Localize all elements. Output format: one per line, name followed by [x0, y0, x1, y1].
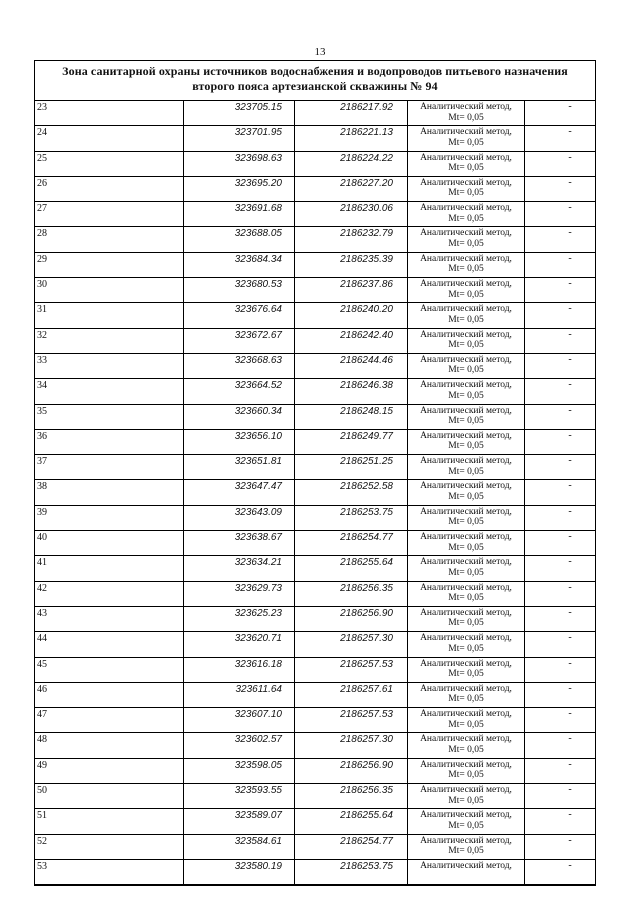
x-coordinate-cell: 323691.68 [184, 202, 295, 227]
x-coordinate-cell: 323651.81 [184, 455, 295, 480]
x-coordinate-cell: 323676.64 [184, 303, 295, 328]
x-coordinate-cell: 323625.23 [184, 606, 295, 631]
table-row [35, 353, 595, 378]
method-cell [408, 784, 525, 809]
description-cell [525, 784, 596, 809]
method-text: Аналитический метод, [420, 354, 512, 365]
table-row [35, 101, 595, 126]
method-cell [408, 581, 525, 606]
table-row [35, 151, 595, 176]
accuracy-text: Mt= 0,05 [448, 517, 484, 528]
point-number-cell: 27 [35, 202, 184, 227]
y-coordinate-cell: 2186224.22 [295, 151, 408, 176]
point-number-cell: 53 [35, 859, 184, 884]
point-number-cell: 44 [35, 632, 184, 657]
dash-mark: - [568, 151, 572, 163]
table-row [35, 606, 595, 631]
point-number-cell: 51 [35, 809, 184, 834]
dash-mark: - [568, 252, 572, 264]
method-text: Аналитический метод, [420, 152, 512, 163]
x-coordinate-cell: 323611.64 [184, 682, 295, 707]
y-coordinate-cell: 2186256.90 [295, 758, 408, 783]
description-cell [525, 328, 596, 353]
description-cell [525, 252, 596, 277]
description-cell [525, 176, 596, 201]
accuracy-text: Mt= 0,05 [448, 238, 484, 249]
description-cell [525, 859, 596, 884]
x-coordinate-cell: 323589.07 [184, 809, 295, 834]
method-text: Аналитический метод, [420, 506, 512, 517]
accuracy-text: Mt= 0,05 [448, 643, 484, 654]
table-title [35, 61, 595, 101]
x-coordinate-cell: 323664.52 [184, 379, 295, 404]
table-row [35, 202, 595, 227]
accuracy-text: Mt= 0,05 [448, 416, 484, 427]
table-row [35, 733, 595, 758]
dash-mark: - [568, 227, 572, 239]
point-number-cell: 37 [35, 455, 184, 480]
description-cell [525, 834, 596, 859]
dash-mark: - [568, 480, 572, 492]
method-cell [408, 809, 525, 834]
dash-mark: - [568, 606, 572, 618]
dash-mark: - [568, 328, 572, 340]
method-cell [408, 556, 525, 581]
description-cell [525, 480, 596, 505]
method-text: Аналитический метод, [420, 759, 512, 770]
y-coordinate-cell: 2186254.77 [295, 531, 408, 556]
dash-mark: - [568, 202, 572, 214]
y-coordinate-cell: 2186256.35 [295, 581, 408, 606]
y-coordinate-cell: 2186242.40 [295, 328, 408, 353]
description-cell [525, 682, 596, 707]
table-row [35, 303, 595, 328]
method-cell [408, 252, 525, 277]
point-number-cell: 35 [35, 404, 184, 429]
accuracy-text: Mt= 0,05 [448, 618, 484, 629]
table-row [35, 379, 595, 404]
y-coordinate-cell: 2186251.25 [295, 455, 408, 480]
x-coordinate-cell: 323688.05 [184, 227, 295, 252]
method-cell [408, 429, 525, 454]
accuracy-text: Mt= 0,05 [448, 593, 484, 604]
accuracy-text: Mt= 0,05 [448, 188, 484, 199]
y-coordinate-cell: 2186249.77 [295, 429, 408, 454]
table-row [35, 581, 595, 606]
description-cell [525, 455, 596, 480]
point-number-cell: 52 [35, 834, 184, 859]
dash-mark: - [568, 859, 572, 871]
method-cell [408, 682, 525, 707]
description-cell [525, 353, 596, 378]
y-coordinate-cell: 2186257.53 [295, 708, 408, 733]
page-number: 13 [314, 46, 326, 58]
method-text: Аналитический метод, [420, 177, 512, 188]
dash-mark: - [568, 556, 572, 568]
y-coordinate-cell: 2186257.61 [295, 682, 408, 707]
description-cell [525, 505, 596, 530]
accuracy-text: Mt= 0,05 [448, 820, 484, 831]
table-row [35, 859, 595, 884]
accuracy-text: Mt= 0,05 [448, 669, 484, 680]
accuracy-text: Mt= 0,05 [448, 491, 484, 502]
description-cell [525, 809, 596, 834]
method-cell [408, 632, 525, 657]
x-coordinate-cell: 323620.71 [184, 632, 295, 657]
dash-mark: - [568, 176, 572, 188]
method-cell [408, 758, 525, 783]
x-coordinate-cell: 323701.95 [184, 126, 295, 151]
method-text: Аналитический метод, [420, 785, 512, 796]
point-number-cell: 25 [35, 151, 184, 176]
x-coordinate-cell: 323580.19 [184, 859, 295, 884]
x-coordinate-cell: 323593.55 [184, 784, 295, 809]
y-coordinate-cell: 2186255.64 [295, 556, 408, 581]
dash-mark: - [568, 784, 572, 796]
point-number-cell: 40 [35, 531, 184, 556]
y-coordinate-cell: 2186256.90 [295, 606, 408, 631]
y-coordinate-cell: 2186240.20 [295, 303, 408, 328]
method-cell [408, 531, 525, 556]
table-row [35, 505, 595, 530]
dash-mark: - [568, 758, 572, 770]
method-cell [408, 859, 525, 884]
dash-mark: - [568, 101, 572, 112]
accuracy-text: Mt= 0,05 [448, 795, 484, 806]
point-number-cell: 41 [35, 556, 184, 581]
description-cell [525, 126, 596, 151]
y-coordinate-cell: 2186232.79 [295, 227, 408, 252]
method-cell [408, 101, 525, 126]
description-cell [525, 733, 596, 758]
accuracy-text: Mt= 0,05 [448, 365, 484, 376]
point-number-cell: 46 [35, 682, 184, 707]
method-text: Аналитический метод, [420, 607, 512, 618]
method-cell [408, 379, 525, 404]
x-coordinate-cell: 323656.10 [184, 429, 295, 454]
table-row [35, 126, 595, 151]
dash-mark: - [568, 404, 572, 416]
description-cell [525, 404, 596, 429]
dash-mark: - [568, 353, 572, 365]
accuracy-text: Mt= 0,05 [448, 441, 484, 452]
table-row [35, 227, 595, 252]
y-coordinate-cell: 2186221.13 [295, 126, 408, 151]
y-coordinate-cell: 2186255.64 [295, 809, 408, 834]
point-number-cell: 32 [35, 328, 184, 353]
method-cell [408, 227, 525, 252]
method-cell [408, 480, 525, 505]
accuracy-text: Mt= 0,05 [448, 112, 484, 123]
accuracy-text: Mt= 0,05 [448, 542, 484, 553]
x-coordinate-cell: 323698.63 [184, 151, 295, 176]
point-number-cell: 23 [35, 101, 184, 126]
dash-mark: - [568, 505, 572, 517]
accuracy-text: Mt= 0,05 [448, 770, 484, 781]
method-cell [408, 657, 525, 682]
dash-mark: - [568, 455, 572, 467]
x-coordinate-cell: 323684.34 [184, 252, 295, 277]
description-cell [525, 708, 596, 733]
dash-mark: - [568, 581, 572, 593]
dash-mark: - [568, 429, 572, 441]
method-cell [408, 834, 525, 859]
table-body [35, 101, 595, 885]
coordinates-table [35, 101, 595, 885]
y-coordinate-cell: 2186257.53 [295, 657, 408, 682]
y-coordinate-cell: 2186257.30 [295, 733, 408, 758]
accuracy-text: Mt= 0,05 [448, 314, 484, 325]
y-coordinate-cell: 2186252.58 [295, 480, 408, 505]
x-coordinate-cell: 323638.67 [184, 531, 295, 556]
accuracy-text: Mt= 0,05 [448, 846, 484, 857]
accuracy-text: Mt= 0,05 [448, 289, 484, 300]
method-text: Аналитический метод, [420, 835, 512, 846]
y-coordinate-cell: 2186217.92 [295, 101, 408, 126]
y-coordinate-cell: 2186253.75 [295, 505, 408, 530]
table-row [35, 657, 595, 682]
x-coordinate-cell: 323643.09 [184, 505, 295, 530]
method-text: Аналитический метод, [420, 405, 512, 416]
description-cell [525, 531, 596, 556]
y-coordinate-cell: 2186246.38 [295, 379, 408, 404]
method-text: Аналитический метод, [420, 380, 512, 391]
point-number-cell: 48 [35, 733, 184, 758]
point-number-cell: 45 [35, 657, 184, 682]
dash-mark: - [568, 126, 572, 138]
table-row [35, 834, 595, 859]
point-number-cell: 33 [35, 353, 184, 378]
point-number-cell: 36 [35, 429, 184, 454]
method-text: Аналитический метод, [420, 456, 512, 467]
table-row [35, 708, 595, 733]
dash-mark: - [568, 379, 572, 391]
table-row [35, 632, 595, 657]
point-number-cell: 30 [35, 278, 184, 303]
x-coordinate-cell: 323695.20 [184, 176, 295, 201]
method-cell [408, 303, 525, 328]
point-number-cell: 42 [35, 581, 184, 606]
description-cell [525, 606, 596, 631]
method-text: Аналитический метод, [420, 203, 512, 214]
accuracy-text: Mt= 0,05 [448, 340, 484, 351]
x-coordinate-cell: 323660.34 [184, 404, 295, 429]
table-row [35, 758, 595, 783]
accuracy-text: Mt= 0,05 [448, 264, 484, 275]
accuracy-text: Mt= 0,05 [448, 137, 484, 148]
accuracy-text: Mt= 0,05 [448, 163, 484, 174]
dash-mark: - [568, 682, 572, 694]
method-text: Аналитический метод, [420, 481, 512, 492]
point-number-cell: 38 [35, 480, 184, 505]
method-text: Аналитический метод, [420, 810, 512, 821]
method-text: Аналитический метод, [420, 709, 512, 720]
method-text: Аналитический метод, [420, 127, 512, 138]
point-number-cell: 31 [35, 303, 184, 328]
y-coordinate-cell: 2186253.75 [295, 859, 408, 884]
x-coordinate-cell: 323598.05 [184, 758, 295, 783]
x-coordinate-cell: 323680.53 [184, 278, 295, 303]
method-text: Аналитический метод, [420, 658, 512, 669]
dash-mark: - [568, 834, 572, 846]
method-cell [408, 328, 525, 353]
description-cell [525, 632, 596, 657]
accuracy-text: Mt= 0,05 [448, 719, 484, 730]
y-coordinate-cell: 2186227.20 [295, 176, 408, 201]
method-cell [408, 708, 525, 733]
dash-mark: - [568, 657, 572, 669]
method-cell [408, 126, 525, 151]
method-text: Аналитический метод, [420, 532, 512, 543]
dash-mark: - [568, 278, 572, 290]
table-row [35, 556, 595, 581]
y-coordinate-cell: 2186244.46 [295, 353, 408, 378]
x-coordinate-cell: 323647.47 [184, 480, 295, 505]
method-text: Аналитический метод, [420, 329, 512, 340]
method-cell [408, 151, 525, 176]
description-cell [525, 202, 596, 227]
y-coordinate-cell: 2186235.39 [295, 252, 408, 277]
table-row [35, 784, 595, 809]
method-text: Аналитический метод, [420, 633, 512, 644]
method-text: Аналитический метод, [420, 102, 512, 112]
y-coordinate-cell: 2186257.30 [295, 632, 408, 657]
description-cell [525, 556, 596, 581]
method-cell [408, 353, 525, 378]
method-cell [408, 606, 525, 631]
point-number-cell: 29 [35, 252, 184, 277]
x-coordinate-cell: 323607.10 [184, 708, 295, 733]
description-cell [525, 151, 596, 176]
point-number-cell: 34 [35, 379, 184, 404]
x-coordinate-cell: 323668.63 [184, 353, 295, 378]
point-number-cell: 47 [35, 708, 184, 733]
description-cell [525, 581, 596, 606]
method-cell [408, 505, 525, 530]
table-row [35, 682, 595, 707]
dash-mark: - [568, 632, 572, 644]
x-coordinate-cell: 323629.73 [184, 581, 295, 606]
point-number-cell: 49 [35, 758, 184, 783]
y-coordinate-cell: 2186230.06 [295, 202, 408, 227]
accuracy-text: Mt= 0,05 [448, 567, 484, 578]
method-text: Аналитический метод, [420, 860, 512, 871]
description-cell [525, 278, 596, 303]
description-cell [525, 379, 596, 404]
point-number-cell: 50 [35, 784, 184, 809]
accuracy-text: Mt= 0,05 [448, 466, 484, 477]
method-cell [408, 176, 525, 201]
accuracy-text: Mt= 0,05 [448, 744, 484, 755]
description-cell [525, 758, 596, 783]
x-coordinate-cell: 323602.57 [184, 733, 295, 758]
description-cell [525, 429, 596, 454]
description-cell [525, 101, 596, 126]
table-row [35, 480, 595, 505]
table-row [35, 328, 595, 353]
description-cell [525, 657, 596, 682]
method-text: Аналитический метод, [420, 734, 512, 745]
method-text: Аналитический метод, [420, 228, 512, 239]
description-cell [525, 227, 596, 252]
coordinates-table-sheet [34, 60, 596, 886]
table-row [35, 429, 595, 454]
point-number-cell: 28 [35, 227, 184, 252]
point-number-cell: 39 [35, 505, 184, 530]
method-text: Аналитический метод, [420, 430, 512, 441]
y-coordinate-cell: 2186254.77 [295, 834, 408, 859]
point-number-cell: 43 [35, 606, 184, 631]
method-text: Аналитический метод, [420, 557, 512, 568]
x-coordinate-cell: 323634.21 [184, 556, 295, 581]
method-cell [408, 404, 525, 429]
method-cell [408, 202, 525, 227]
dash-mark: - [568, 708, 572, 720]
method-text: Аналитический метод, [420, 582, 512, 593]
description-cell [525, 303, 596, 328]
method-text: Аналитический метод, [420, 683, 512, 694]
point-number-cell: 26 [35, 176, 184, 201]
method-cell [408, 278, 525, 303]
table-row [35, 278, 595, 303]
method-cell [408, 733, 525, 758]
x-coordinate-cell: 323616.18 [184, 657, 295, 682]
dash-mark: - [568, 531, 572, 543]
table-row [35, 809, 595, 834]
method-text: Аналитический метод, [420, 304, 512, 315]
y-coordinate-cell: 2186256.35 [295, 784, 408, 809]
point-number-cell: 24 [35, 126, 184, 151]
x-coordinate-cell: 323584.61 [184, 834, 295, 859]
x-coordinate-cell: 323672.67 [184, 328, 295, 353]
y-coordinate-cell: 2186248.15 [295, 404, 408, 429]
method-text: Аналитический метод, [420, 279, 512, 290]
accuracy-text: Mt= 0,05 [448, 390, 484, 401]
x-coordinate-cell: 323705.15 [184, 101, 295, 126]
dash-mark: - [568, 809, 572, 821]
accuracy-text: Mt= 0,05 [448, 694, 484, 705]
accuracy-text: Mt= 0,05 [448, 213, 484, 224]
y-coordinate-cell: 2186237.86 [295, 278, 408, 303]
table-row [35, 531, 595, 556]
table-row [35, 455, 595, 480]
dash-mark: - [568, 303, 572, 315]
table-row [35, 176, 595, 201]
method-cell [408, 455, 525, 480]
table-title-line-2: второго пояса артезианской скважины № 94 [192, 79, 438, 93]
table-row [35, 404, 595, 429]
table-row [35, 252, 595, 277]
method-text: Аналитический метод, [420, 253, 512, 264]
table-title-line-1: Зона санитарной охраны источников водоснабжения и водопроводов питьевого назначения [62, 64, 568, 78]
dash-mark: - [568, 733, 572, 745]
